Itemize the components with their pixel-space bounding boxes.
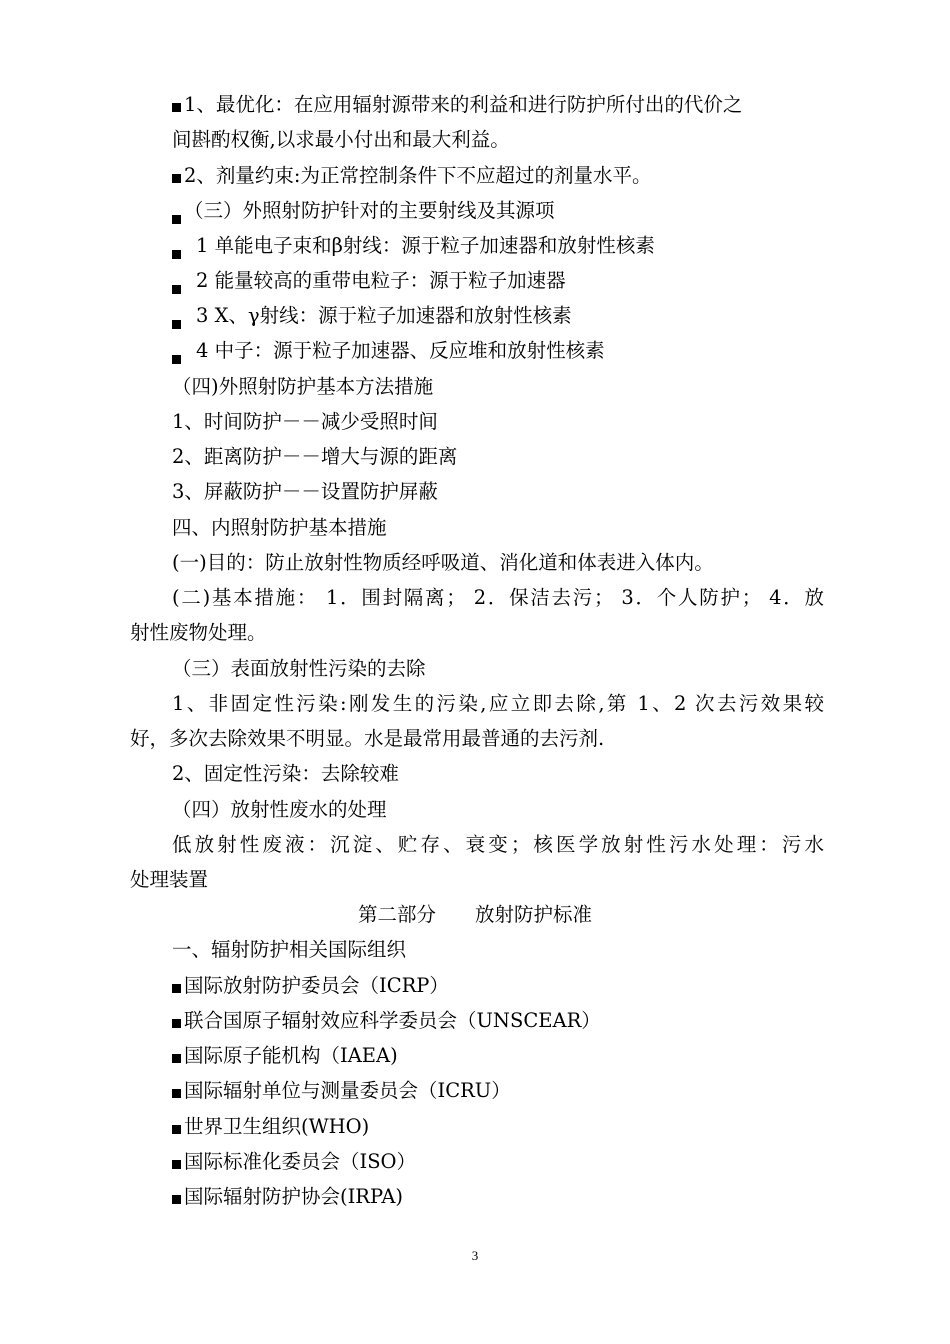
list-item: 2 能量较高的重带电粒子：源于粒子加速器 [172,268,566,294]
list-item: 3 X、γ射线：源于粒子加速器和放射性核素 [172,303,572,329]
bullet-icon [172,320,181,329]
bullet-icon [172,1125,181,1134]
bullet-icon [172,285,181,294]
section-heading: （三）表面放射性污染的去除 [172,657,426,680]
bullet-icon [172,103,181,112]
bullet-icon [172,174,181,183]
list-item: 国际放射防护委员会（ICRP） [172,973,449,999]
section-heading: （四）放射性废水的处理 [172,798,387,821]
bullet-icon [172,1089,181,1098]
page-number: 3 [471,1248,479,1263]
paragraph-line: (一)目的：防止放射性物质经呼吸道、消化道和体表进入体内。 [172,551,714,574]
list-item: 联合国原子辐射效应科学委员会（UNSCEAR） [172,1008,601,1034]
section-heading: 四、内照射防护基本措施 [172,516,387,539]
paragraph-line: 低放射性废液：沉淀、贮存、衰变；核医学放射性污水处理：污水 [172,833,824,856]
section-heading: 一、辐射防护相关国际组织 [172,938,407,961]
list-item: 3、屏蔽防护－－设置防护屏蔽 [172,480,438,503]
paragraph-line: 间斟酌权衡,以求最小付出和最大利益。 [172,128,510,151]
bullet-icon [172,250,181,259]
list-item: 1、时间防护－－减少受照时间 [172,410,438,433]
list-item: 2、距离防护－－增大与源的距离 [172,445,458,468]
list-item: 1 单能电子束和β射线：源于粒子加速器和放射性核素 [172,233,655,259]
paragraph-line: (二)基本措施： 1．围封隔离； 2．保洁去污； 3．个人防护； 4．放 [172,586,824,609]
list-item: 4 中子：源于粒子加速器、反应堆和放射性核素 [172,338,605,364]
paragraph-line: 2、剂量约束:为正常控制条件下不应超过的剂量水平。 [172,163,651,189]
list-item: 国际辐射单位与测量委员会（ICRU） [172,1078,511,1104]
paragraph-line: 1、最优化：在应用辐射源带来的利益和进行防护所付出的代价之 [172,92,742,118]
list-item: 世界卫生组织(WHO) [172,1114,369,1140]
list-item: 国际原子能机构（IAEA) [172,1043,398,1069]
section-heading: （四)外照射防护基本方法措施 [172,375,434,398]
paragraph-line: 2、固定性污染：去除较难 [172,762,399,785]
bullet-icon [172,1160,181,1169]
list-item: 国际标准化委员会（ISO） [172,1149,416,1175]
paragraph-line: 射性废物处理。 [130,621,267,644]
bullet-icon [172,215,181,224]
bullet-icon [172,355,181,364]
bullet-icon [172,1054,181,1063]
bullet-icon [172,984,181,993]
paragraph-line: 1、非固定性污染:刚发生的污染,应立即去除,第 1、2 次去污效果较 [172,692,824,715]
list-item: 国际辐射防护协会(IRPA) [172,1184,403,1210]
part-title: 第二部分 放射防护标准 [357,903,592,926]
section-heading: （三）外照射防护针对的主要射线及其源项 [172,198,555,224]
bullet-icon [172,1195,181,1204]
paragraph-line: 好，多次去除效果不明显。水是最常用最普通的去污剂. [130,727,605,750]
paragraph-line: 处理装置 [130,868,209,891]
bullet-icon [172,1019,181,1028]
